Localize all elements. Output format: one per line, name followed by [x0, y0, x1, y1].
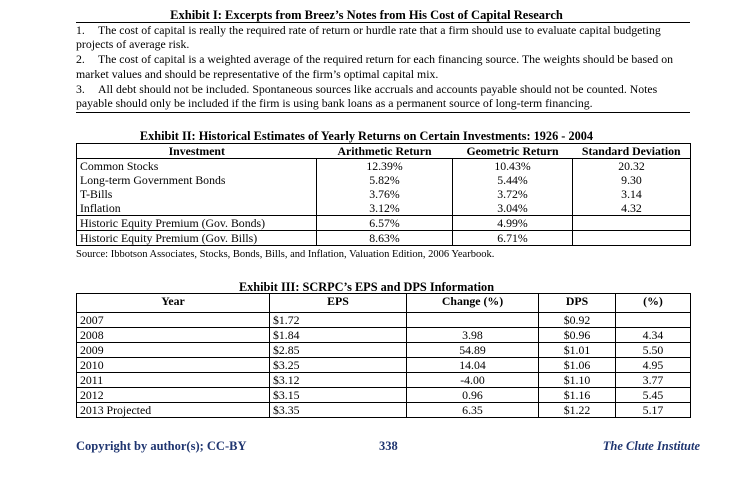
table-cell: 14.04	[407, 358, 539, 373]
table-cell: 2011	[77, 373, 270, 388]
exhibit1-item	[76, 24, 688, 38]
exhibit1-item	[76, 83, 688, 97]
table-row	[77, 231, 691, 246]
table-row	[77, 358, 691, 373]
item-number: 1.	[76, 23, 85, 37]
exhibit1-item-cont: projects of average risk.	[76, 37, 190, 51]
table-row	[77, 216, 691, 231]
column-header: (%)	[616, 294, 691, 313]
table-cell: 12.39%	[317, 159, 453, 174]
table-cell: 4.34	[616, 328, 691, 343]
table-row	[77, 343, 691, 358]
table-cell: 3.76%	[317, 187, 453, 201]
item-number: 3.	[76, 82, 85, 96]
table-row	[77, 328, 691, 343]
table-cell: 4.95	[616, 358, 691, 373]
table-cell	[407, 313, 539, 328]
item-text: The cost of capital is really the required rate of return or hurdle rate that a firm should use to evaluate capital budgeting	[98, 23, 661, 37]
table-cell: 6.71%	[453, 231, 573, 246]
table-cell: 4.99%	[453, 216, 573, 231]
table-cell	[616, 313, 691, 328]
table-cell	[573, 216, 691, 231]
table-cell: $3.12	[270, 373, 407, 388]
table-cell: 5.44%	[453, 173, 573, 187]
table-cell: Historic Equity Premium (Gov. Bills)	[77, 231, 317, 246]
exhibit1-notes	[76, 22, 690, 113]
table-cell: Common Stocks	[77, 159, 317, 174]
exhibit3-title: Exhibit III: SCRPC’s EPS and DPS Information	[238, 280, 495, 294]
table-row	[77, 173, 691, 187]
table-cell: $0.92	[539, 313, 616, 328]
column-header: Year	[77, 294, 270, 313]
item-text: The cost of capital is a weighted average of the required return for each financing source. The weights should be based on	[98, 52, 673, 66]
table-cell: 2007	[77, 313, 270, 328]
table-cell: $3.25	[270, 358, 407, 373]
table-cell: 9.30	[621, 173, 642, 187]
table-cell: 0.96	[407, 388, 539, 403]
table-row	[77, 388, 691, 403]
table-cell: 5.50	[616, 343, 691, 358]
exhibit1-item-cont: payable should only be included if the firm is using bank loans as a permanent source of long-term financing.	[76, 96, 593, 110]
table-row	[77, 373, 691, 388]
column-header: Arithmetic Return	[317, 144, 453, 159]
exhibit1-title: Exhibit I: Excerpts from Breez’s Notes from His Cost of Capital Research	[170, 8, 563, 22]
table-cell: 6.57%	[317, 216, 453, 231]
column-header: Change (%)	[407, 294, 539, 313]
table-cell: 2012	[77, 388, 270, 403]
table-cell: $1.06	[539, 358, 616, 373]
table-cell: $3.35	[270, 403, 407, 418]
table-cell: 2010	[77, 358, 270, 373]
item-number: 2.	[76, 52, 85, 66]
column-header: Investment	[77, 144, 317, 159]
table-cell	[573, 231, 691, 246]
table-cell: 6.35	[407, 403, 539, 418]
table-cell: 3.04%	[453, 201, 573, 216]
column-header: Geometric Return	[453, 144, 573, 159]
table-cell: 54.89	[407, 343, 539, 358]
table-cell: $3.15	[270, 388, 407, 403]
table-cell: 20.32	[618, 159, 645, 173]
table-cell: 3.12%	[317, 201, 453, 216]
table-cell: 2013 Projected	[77, 403, 270, 418]
table-cell: 5.17	[616, 403, 691, 418]
table-cell: $1.22	[539, 403, 616, 418]
table-row	[77, 201, 691, 216]
table-cell: 3.77	[616, 373, 691, 388]
table-header-row	[77, 144, 691, 159]
table-cell: 3.72%	[453, 187, 573, 201]
page-number: 338	[379, 439, 398, 453]
table-cell: 10.43%	[453, 159, 573, 174]
publisher-name: The Clute Institute	[602, 439, 700, 453]
table-cell: $1.10	[539, 373, 616, 388]
table-cell: $1.16	[539, 388, 616, 403]
table-cell: 3.98	[407, 328, 539, 343]
table-cell: Long-term Government Bonds	[77, 173, 317, 187]
table-cell: 5.45	[616, 388, 691, 403]
table-row	[77, 187, 691, 201]
copyright-notice: Copyright by author(s); CC-BY	[76, 439, 247, 453]
historical-returns-table	[76, 143, 691, 246]
table-cell: 3.14	[621, 187, 642, 201]
table-cell: 2009	[77, 343, 270, 358]
table-cell: Inflation	[77, 201, 317, 216]
table-cell: $1.01	[539, 343, 616, 358]
column-header: Standard Deviation	[573, 144, 691, 159]
table-cell: 4.32	[621, 201, 642, 215]
table-cell: $1.84	[270, 328, 407, 343]
eps-dps-table	[76, 293, 691, 418]
table-cell: Historic Equity Premium (Gov. Bonds)	[77, 216, 317, 231]
table-row	[77, 403, 691, 418]
exhibit1-item-cont: market values and should be representative of the firm’s optimal capital mix.	[76, 67, 439, 81]
table-cell: -4.00	[407, 373, 539, 388]
table-cell: $1.72	[270, 313, 407, 328]
exhibit1-item	[76, 53, 688, 67]
table-header-row	[77, 294, 691, 313]
table-cell: $0.96	[539, 328, 616, 343]
table-cell: T-Bills	[77, 187, 317, 201]
table-cell: $2.85	[270, 343, 407, 358]
exhibit2-title: Exhibit II: Historical Estimates of Yearly Returns on Certain Investments: 1926 - 2004	[139, 129, 594, 143]
table-cell: 2008	[77, 328, 270, 343]
table-cell: 8.63%	[317, 231, 453, 246]
table-source-note: Source: Ibbotson Associates, Stocks, Bonds, Bills, and Inflation, Valuation Edition, 2006 Yearbook.	[76, 249, 495, 260]
table-row	[77, 159, 691, 174]
table-row	[77, 313, 691, 328]
column-header: DPS	[539, 294, 616, 313]
table-cell: 5.82%	[317, 173, 453, 187]
item-text: All debt should not be included. Spontaneous sources like accruals and accounts payable should not be counted. Notes	[98, 82, 658, 96]
column-header: EPS	[270, 294, 407, 313]
